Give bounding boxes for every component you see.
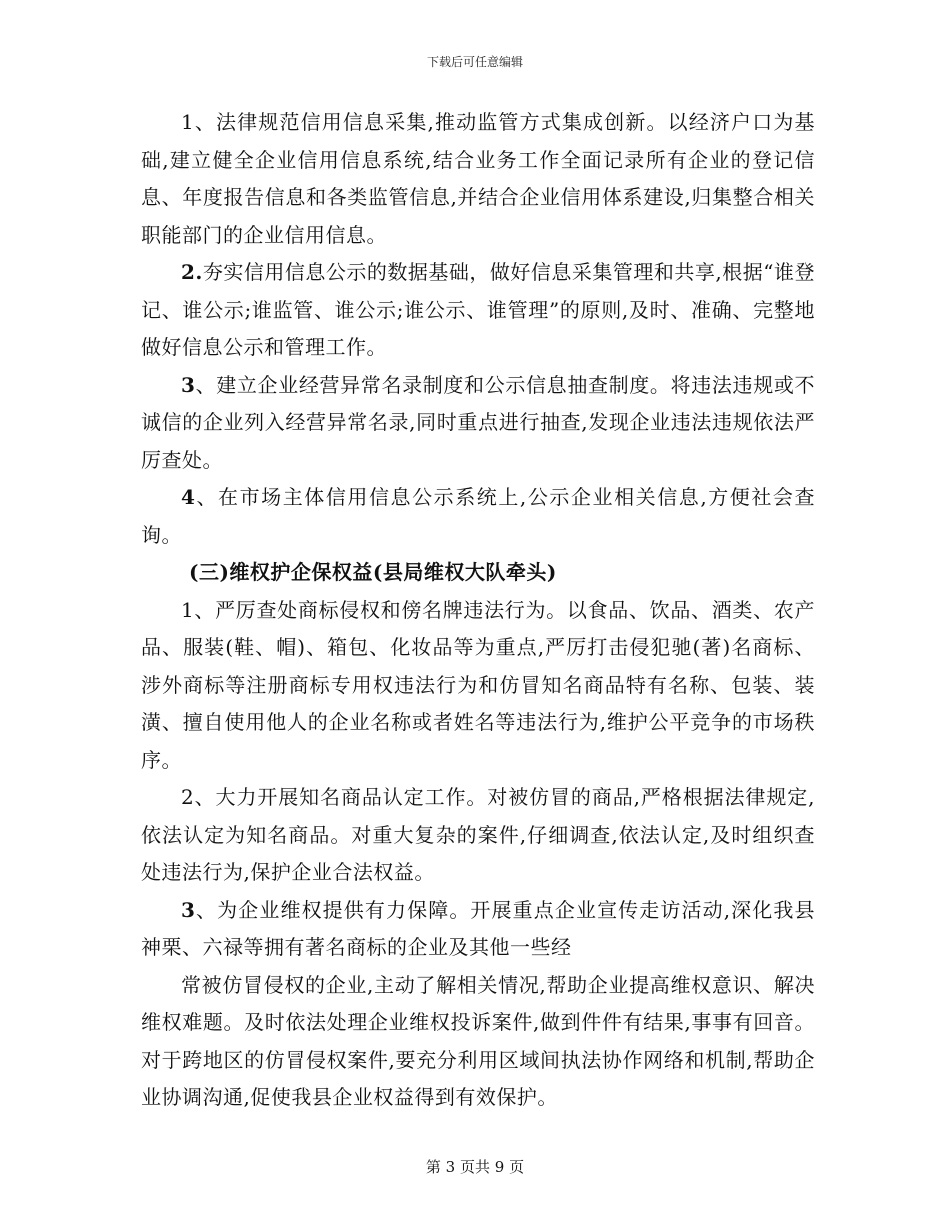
document-body [141,104,815,1117]
paragraph-credit-publicity [141,254,815,367]
paragraph-rights-protection [141,892,815,967]
page-footer: 第 3 页共 9 页 [425,1158,525,1176]
paragraph-public-info [141,479,815,554]
paragraph-number: 3 [181,372,196,397]
paragraph-number: 4 [181,485,196,509]
page-header: 下载后可任意编辑 [426,55,523,69]
paragraph-number: 2. [181,260,203,284]
paragraph-text: 1、法律规范信用信息采集,推动监管方式集成创新。以经济户口为基础,建立健全企业信用信息系统,结合业务工作全面记录所有企业的登记信息、年度报告信息和各类监管信息,并结合企业信用体系建设,归集整合相关职能部门的企业信用信息。 [141,110,815,247]
paragraph-text: 2、大力开展知名商品认定工作。对被仿冒的商品,严格根据法律规定,依法认定为知名商品。对重大复杂的案件,仔细调查,依法认定,及时组织查处违法行为,保护企业合法权益。 [141,785,815,884]
paragraph-text: 、建立企业经营异常名录制度和公示信息抽查制度。将违法违规或不诚信的企业列入经营异常名录,同时重点进行抽查,发现企业违法违规依法严厉查处。 [141,372,815,472]
paragraph-trademark [141,592,815,780]
paragraph-text: 夯实信用信息公示的数据基础，做好信息采集管理和共享,根据“谁登记、谁公示;谁监管、谁公示;谁公示、谁管理”的原则,及时、准确、完整地做好信息公示和管理工作。 [141,260,815,359]
paragraph-number: 3 [181,897,196,922]
paragraph-rights-continued [141,967,815,1117]
paragraph-abnormal-list [141,367,815,480]
section-heading: (三)维权护企保权益(县局维权大队牵头) [189,560,557,584]
paragraph-text: 常被仿冒侵权的企业,主动了解相关情况,帮助企业提高维权意识、解决维权难题。及时依法处理企业维权投诉案件,做到件件有结果,事事有回音。对于跨地区的仿冒侵权案件,要充分利用区域间执法协作网络和机制,帮助企业协调沟通,促使我县企业权益得到有效保护。 [141,972,815,1109]
paragraph-credit-collection [141,104,815,254]
paragraph-known-goods [141,779,815,892]
paragraph-text: 1、严厉查处商标侵权和傍名牌违法行为。以食品、饮品、酒类、农产品、服装(鞋、帽)、箱包、化妆品等为重点,严厉打击侵犯驰(著)名商标、涉外商标等注册商标专用权违法行为和仿冒知名商品特有名称、包装、装潢、擅自使用他人的企业名称或者姓名等违法行为,维护公平竞争的市场秩序。 [141,597,815,772]
paragraph-text: 、在市场主体信用信息公示系统上,公示企业相关信息,方便社会查询。 [141,485,815,547]
paragraph-text: 、为企业维权提供有力保障。开展重点企业宣传走访活动,深化我县神栗、六禄等拥有著名商标的企业及其他一些经 [141,897,815,959]
